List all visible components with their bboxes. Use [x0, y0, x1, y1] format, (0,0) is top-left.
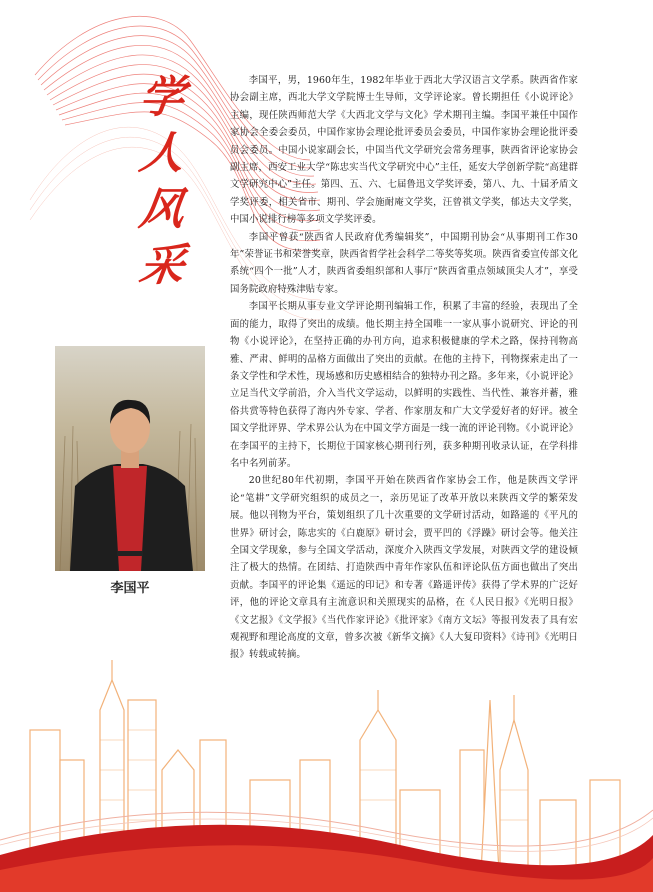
paragraph: 李国平，男，1960年生，1982年毕业于西北大学汉语言文学系。陕西省作家协会副主席，西北大学文学院博士生导师，文学评论家。曾长期担任《小说评论》主编，现任陕西师范大学《大西北文学与文化》学术期刊主编。李国平兼任中国作家协会全委会委员，中国作家协会理论批评委员会委员，中国作家协会理论批评委员会委员。中国小说家副会长，中国当代文学研究会常务理事，陕西省评论家协会副主席，西安工业大学“陈忠实当代文学研究中心”主任，延安大学创新学院“高建群文学研究中心”主任。第四、五、六、七届鲁迅文学奖评委，第八、九、十届矛盾文学奖评委，相关省市、期刊、学会施耐庵文学奖，汪曾祺文学奖，郁达夫文学奖，中国小说排行榜等多项文学奖评委。 — [230, 75, 578, 226]
portrait-photo — [55, 346, 205, 571]
title-char: 风 — [136, 184, 188, 235]
calligraphy-title — [136, 70, 190, 294]
title-char: 学 — [136, 72, 188, 123]
title-char: 人 — [136, 128, 188, 179]
city-skyline-decoration — [0, 640, 653, 892]
paragraph: 李国平曾获“陕西省人民政府优秀编辑奖”，中国期刊协会“从事期刊工作30年”荣誉证书和荣誉奖章，陕西省哲学社会科学二等奖等奖项。陕西省委宣传部文化系统“四个一批”人才，陕西省委组织部和人事厅“陕西省重点领域顶尖人才”，享受国务院政府特殊津贴专家。 — [230, 231, 578, 295]
photo-caption: 李国平 — [110, 581, 150, 596]
title-char: 采 — [136, 240, 188, 291]
paragraph: 20世纪80年代初期，李国平开始在陕西省作家协会工作，他是陕西文学评论“笔耕”文学研究组织的成员之一，亲历见证了改革开放以来陕西文学的繁荣发展。他以刊物为平台，策划组织了几十次重要的文学研讨活动，如路遥的《平凡的世界》研讨会，陈忠实的《白鹿原》研讨会，贾平凹的《浮躁》研讨会等。他关注全国文学现象，参与全国文学活动，深度介入陕西文学发展，对陕西文学的建设倾注了极大的热情。在团结、打造陕西中青年作家队伍和评论队伍方面也做出了突出贡献。李国平的评论集《遥远的印记》和专著《路遥评传》获得了学术界的广泛好评，他的评论文章具有主流意识和关照现实的品格，在《人民日报》《光明日报》《文艺报》《文学报》《当代作家评论》《批评家》《南方文坛》等报刊发表了具有宏观视野和理论高度的文章，曾多次被《新华文摘》《人大复印资料》《诗刊》《光明日报》转载或转摘。 — [230, 475, 578, 661]
portrait-illustration — [55, 346, 205, 571]
biography-text — [230, 72, 578, 664]
paragraph: 李国平长期从事专业文学评论期刊编辑工作，积累了丰富的经验，表现出了全面的能力，取得了突出的成绩。他长期主持全国唯一一家从事小说研究、评论的刊物《小说评论》，在坚持正确的办刊方向，追求积极健康的学术之路，保持刊物高雅、严肃、鲜明的品格方面做出了突出的贡献。在他的主持下，刊物探索走出了一条文学性和学术性，现场感和历史感相结合的独特办刊之路。多年来，《小说评论》立足当代文学前沿，介入当代文学运动，以鲜明的实践性、当代性、兼容并蓄，雅俗共赏等特色获得了海内外专家、学者、作家朋友和广大文学爱好者的好评。被全国文学批评界、学术界公认为在中国文学方面是一线一流的评论刊物。《小说评论》在李国平的主持下，长期位于国家核心期刊行列，获多种期刊收录认证，在学科排名中名列前茅。 — [230, 301, 578, 469]
